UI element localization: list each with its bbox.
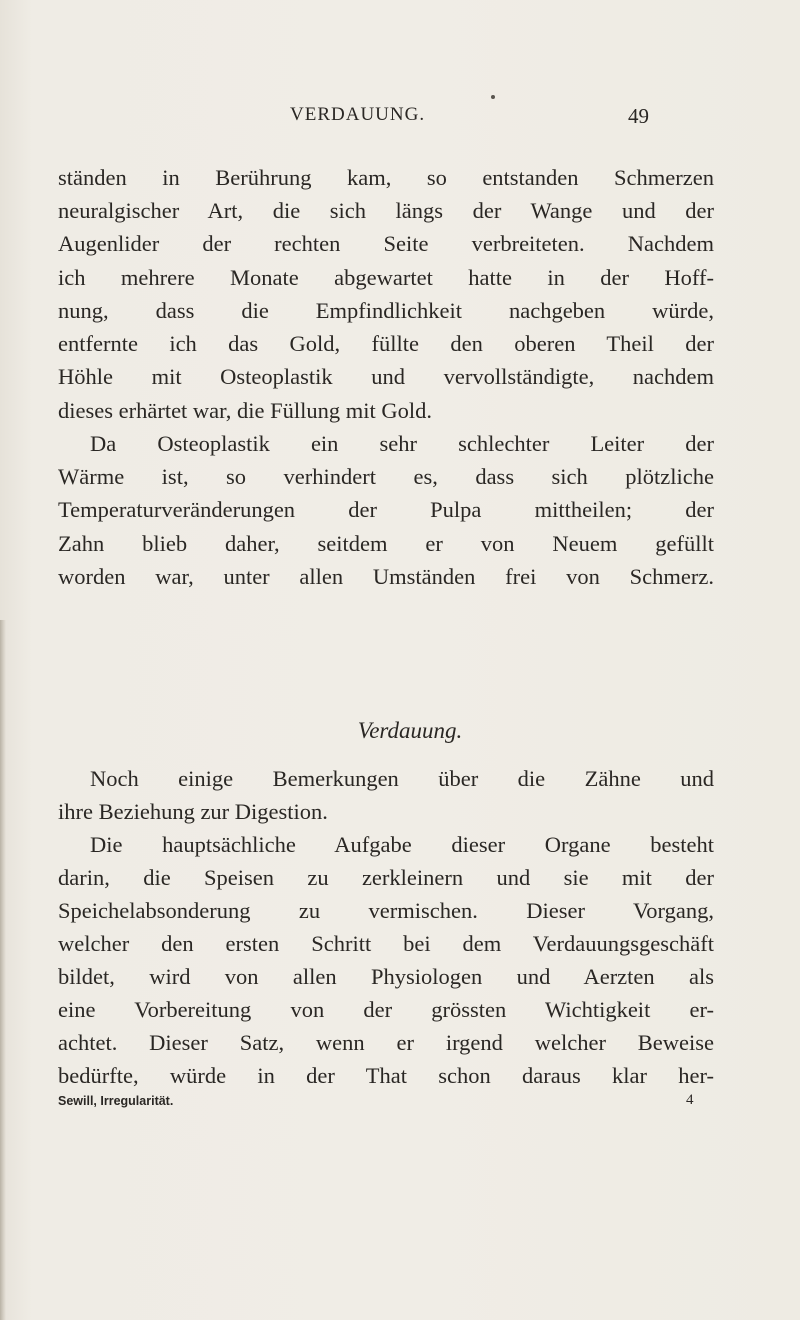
running-head: VERDAUUNG. [290, 104, 426, 125]
text-line: Höhle mit Osteoplastik und vervollständigte, nachdem [58, 364, 714, 389]
text-line: Temperaturveränderungen der Pulpa mittheilen; der [58, 497, 714, 522]
text-line: nung, dass die Empfindlichkeit nachgeben würde, [58, 298, 714, 323]
text-line: Zahn blieb daher, seitdem er von Neuem gefüllt [58, 531, 714, 556]
text-line: neuralgischer Art, die sich längs der Wange und der [58, 198, 714, 223]
ink-dot [491, 95, 495, 99]
page-number: 49 [628, 104, 649, 128]
text-line: bildet, wird von allen Physiologen und Aerzten als [58, 964, 714, 989]
text-line: dieses erhärtet war, die Füllung mit Gold. [58, 398, 433, 423]
text-line: Noch einige Bemerkungen über die Zähne und [90, 766, 714, 791]
text-line: ich mehrere Monate abgewartet hatte in der Hoff- [58, 265, 714, 290]
text-line: darin, die Speisen zu zerkleinern und sie mit der [58, 865, 714, 890]
text-line: Wärme ist, so verhindert es, dass sich plötzliche [58, 464, 714, 489]
text-line: bedürfte, würde in der That schon daraus klar her- [58, 1063, 714, 1088]
text-line: entfernte ich das Gold, füllte den oberen Theil der [58, 331, 714, 356]
text-line: ihre Beziehung zur Digestion. [58, 799, 328, 824]
text-line: worden war, unter allen Umständen frei von Schmerz. [58, 564, 714, 589]
text-line: Speichelabsonderung zu vermischen. Dieser Vorgang, [58, 898, 714, 923]
text-line: eine Vorbereitung von der grössten Wichtigkeit er- [58, 997, 714, 1022]
sheet-number: 4 [686, 1092, 694, 1108]
text-line: Augenlider der rechten Seite verbreiteten. Nachdem [58, 231, 714, 256]
text-line: welcher den ersten Schritt bei dem Verdauungsgeschäft [58, 931, 714, 956]
text-line: Da Osteoplastik ein sehr schlechter Leiter der [90, 431, 714, 456]
section-heading: Verdauung. [357, 718, 463, 743]
text-line: Die hauptsächliche Aufgabe dieser Organe besteht [90, 832, 714, 857]
printer-signature: Sewill, Irregularität. [58, 1094, 174, 1108]
text-line: ständen in Berührung kam, so entstanden Schmerzen [58, 165, 714, 190]
text-line: achtet. Dieser Satz, wenn er irgend welcher Beweise [58, 1030, 714, 1055]
